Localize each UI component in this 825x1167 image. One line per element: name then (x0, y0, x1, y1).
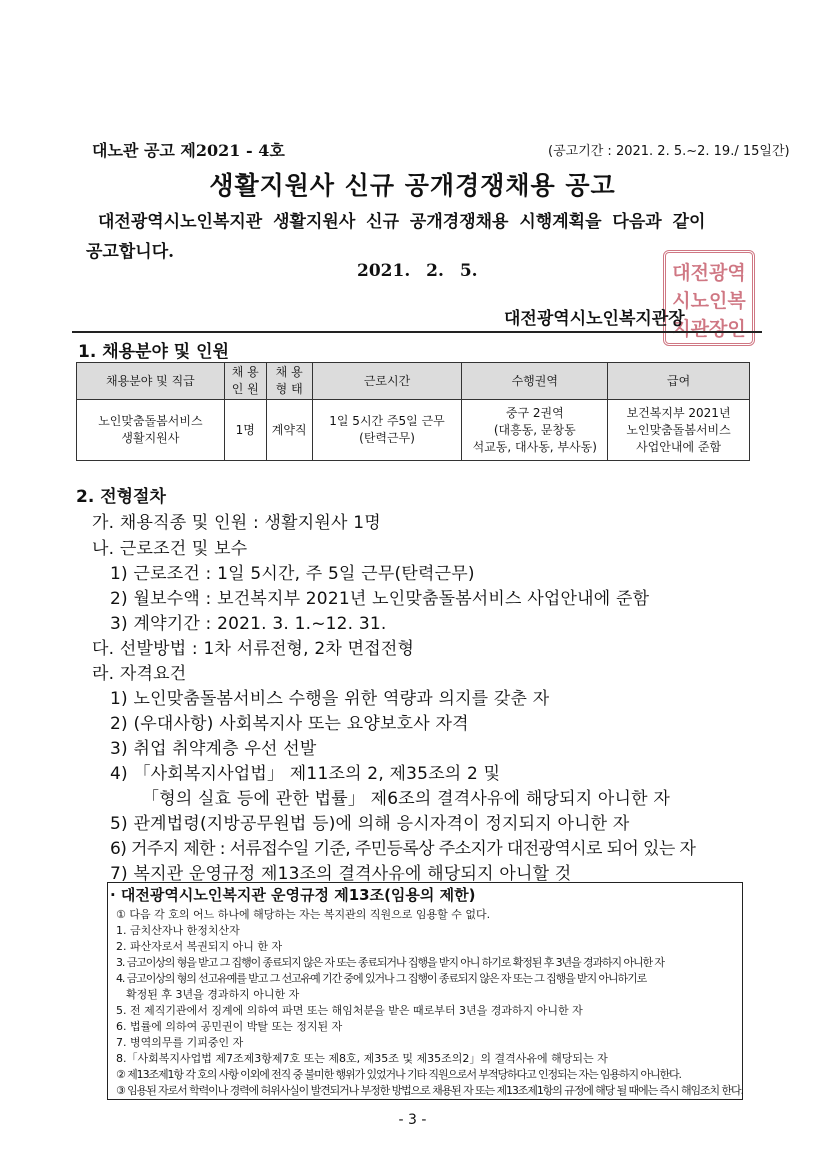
table-cell: 1일 5시간 주5일 근무 (탄력근무) (312, 400, 462, 461)
intro-line-1: 대전광역시노인복지관 생활지원사 신규 공개경쟁채용 시행계획을 다음과 같이 (98, 212, 706, 232)
table-header-cell: 근로시간 (312, 363, 462, 400)
table-cell: 1명 (224, 400, 266, 461)
table-cell: 중구 2권역 (대흥동, 문창동 석교동, 대사동, 부사동) (462, 400, 608, 461)
recruitment-table (76, 362, 750, 461)
procedure-line: 「형의 실효 등에 관한 법률」 제6조의 결격사유에 해당되지 아니한 자 (142, 789, 671, 809)
procedure-line: 다. 선발방법 : 1차 서류전형, 2차 면접전형 (92, 639, 415, 659)
table-row (77, 400, 750, 461)
notice-period: (공고기간 : 2021. 2. 5.~2. 19./ 15일간) (548, 144, 790, 159)
page-number: - 3 - (398, 1112, 427, 1128)
regulation-line: 1. 금치산자나 한정치산자 (116, 924, 240, 937)
section-1-heading: 1. 채용분야 및 인원 (78, 342, 229, 362)
procedure-line: 1) 노인맞춤돌봄서비스 수행을 위한 역량과 의지를 갖춘 자 (110, 689, 550, 709)
section-2-heading: 2. 전형절차 (76, 487, 166, 507)
procedure-line: 1) 근로조건 : 1일 5시간, 주 5일 근무(탄력근무) (110, 564, 475, 584)
organization-name: 대전광역시노인복지관장 (504, 309, 685, 329)
regulation-line: ② 제13조제1항 각 호의 사항 이외에 전직 중 불미한 행위가 있었거나 기타 직원으로서 부적당하다고 인정되는 자는 임용하지 아니한다. (116, 1068, 681, 1081)
table-cell: 계약직 (266, 400, 312, 461)
regulation-line: 8.「사회복지사업법 제7조제3항제7호 또는 제8호, 제35조 및 제35조의2」의 결격사유에 해당되는 자 (116, 1052, 608, 1065)
procedure-line: 2) (우대사항) 사회복지사 또는 요양보호사 자격 (110, 714, 469, 734)
procedure-line: 나. 근로조건 및 보수 (92, 539, 248, 559)
section-1-rule (72, 331, 762, 333)
table-header-cell: 채용분야 및 직급 (77, 363, 225, 400)
regulation-title: · 대전광역시노인복지관 운영규정 제13조(임용의 제한) (110, 886, 476, 904)
procedure-line: 가. 채용직종 및 인원 : 생활지원사 1명 (92, 513, 381, 533)
regulation-line: 3. 금고이상의 형을 받고 그 집행이 종료되지 않은 자 또는 종료되거나 집행을 받지 아니 하기로 확정된 후 3년을 경과하지 아니한 자 (116, 956, 664, 969)
regulation-line: 4. 금고이상의 형의 선고유예를 받고 그 선고유예 기간 중에 있거나 그 집행이 종료되지 않은 자 또는 그 집행을 받지 아니하기로 (116, 972, 647, 985)
procedure-line: 라. 자격요건 (92, 664, 187, 684)
procedure-line: 4) 「사회복지사업법」 제11조의 2, 제35조의 2 및 (110, 764, 501, 784)
regulation-line: 2. 파산자로서 복권되지 아니 한 자 (116, 940, 283, 953)
table-header-cell: 채 용 형 태 (266, 363, 312, 400)
procedure-line: 7) 복지관 운영규정 제13조의 결격사유에 해당되지 아니할 것 (110, 864, 572, 884)
regulation-line: 6. 법률에 의하여 공민권이 박탈 또는 정지된 자 (116, 1020, 343, 1033)
procedure-line: 2) 월보수액 : 보건복지부 2021년 노인맞춤돌봄서비스 사업안내에 준함 (110, 589, 650, 609)
announcement-date: 2021. 2. 5. (357, 261, 478, 281)
official-seal: 대전광역시노인복지관장인 (663, 250, 755, 346)
table-header-cell: 급여 (608, 363, 750, 400)
notice-number: 대노관 공고 제2021 - 4호 (92, 141, 285, 160)
page-title: 생활지원사 신규 공개경쟁채용 공고 (209, 171, 616, 200)
table-header-row (77, 363, 750, 400)
regulation-line: ③ 임용된 자로서 학력이나 경력에 허위사실이 발견되거나 부정한 방법으로 채용된 자 또는 제13조제1항의 규정에 해당 될 때에는 즉시 해임조치 한다. (116, 1084, 743, 1097)
procedure-line: 6) 거주지 제한 : 서류접수일 기준, 주민등록상 주소지가 대전광역시로 되어 있는 자 (110, 839, 696, 859)
procedure-line: 5) 관계법령(지방공무원법 등)에 의해 응시자격이 정지되지 아니한 자 (110, 814, 630, 834)
table-body (77, 400, 750, 461)
procedure-line: 3) 취업 취약계층 우선 선발 (110, 739, 317, 759)
table-header-cell: 수행권역 (462, 363, 608, 400)
table-cell: 보건복지부 2021년 노인맞춤돌봄서비스 사업안내에 준함 (608, 400, 750, 461)
regulation-line: 7. 병역의무를 기피중인 자 (116, 1036, 244, 1049)
regulation-line: ① 다음 각 호의 어느 하나에 해당하는 자는 복지관의 직원으로 임용할 수 없다. (116, 908, 491, 921)
table-cell: 노인맞춤돌봄서비스 생활지원사 (77, 400, 225, 461)
regulation-line: 확정된 후 3년을 경과하지 아니한 자 (126, 988, 300, 1001)
table-header-cell: 채 용 인 원 (224, 363, 266, 400)
regulation-line: 5. 전 제직기관에서 징계에 의하여 파면 또는 해임처분을 받은 때로부터 3년을 경과하지 아니한 자 (116, 1004, 583, 1017)
procedure-line: 3) 계약기간 : 2021. 3. 1.~12. 31. (110, 614, 387, 634)
intro-line-2: 공고합니다. (86, 242, 175, 262)
